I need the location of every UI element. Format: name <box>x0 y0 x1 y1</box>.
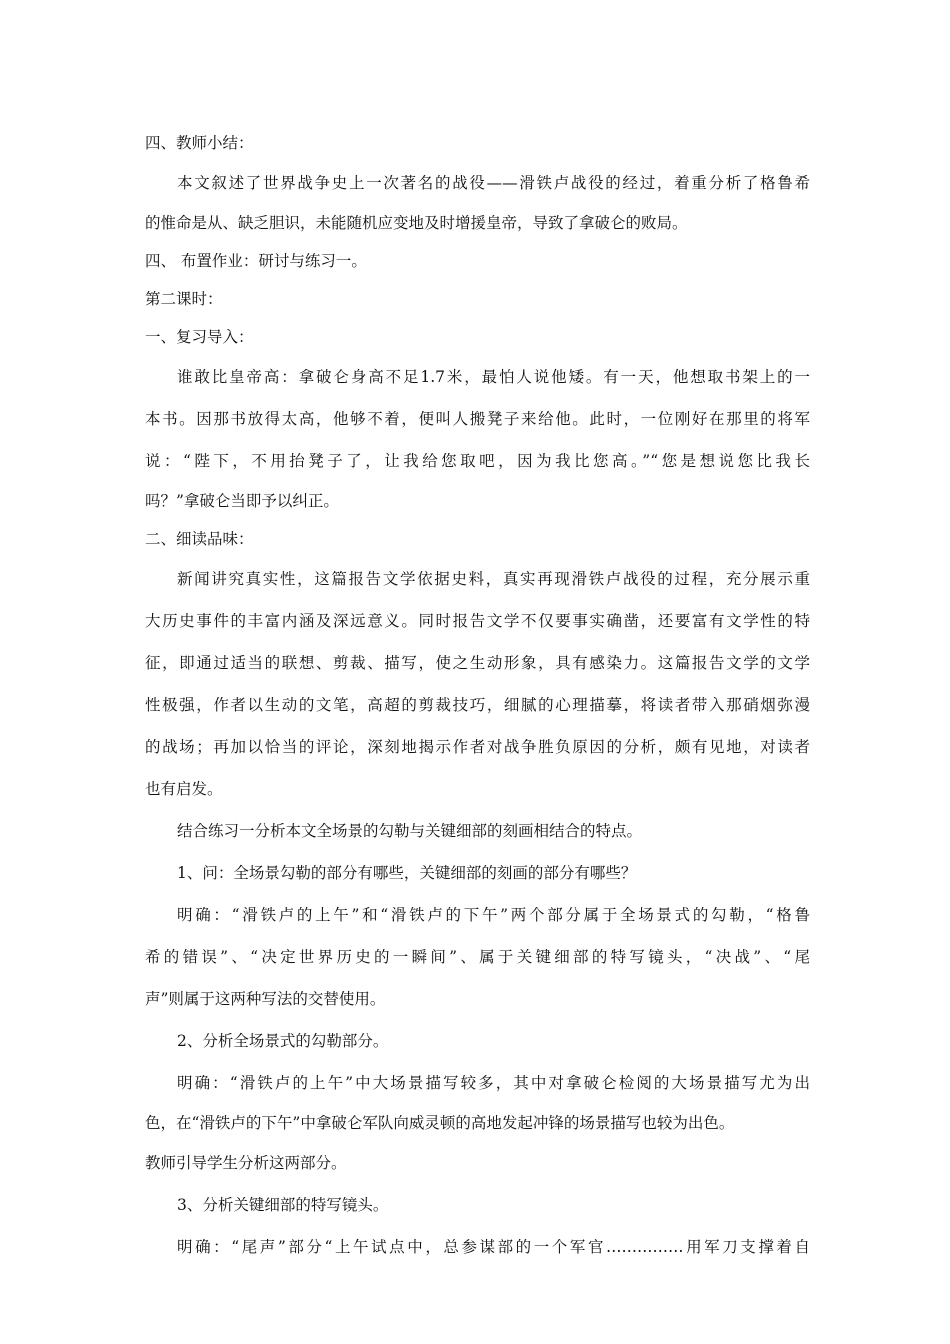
paragraph-line: 性极强，作者以生动的文笔，高超的剪裁技巧，细腻的心理描摹，将读者带入那硝烟弥漫 <box>145 696 810 714</box>
question-line: 3、分析关键细部的特写镜头。 <box>177 1196 389 1214</box>
paragraph-line: 的战场；再加以恰当的评论，深刻地揭示作者对战争胜负原因的分析，颇有见地，对读者 <box>145 738 810 756</box>
section-heading-close-reading: 二、细读品味： <box>145 530 254 548</box>
question-line: 1、问：全场景勾勒的部分有哪些，关键细部的刻画的部分有哪些？ <box>177 864 637 882</box>
paragraph-line: 征，即通过适当的联想、剪裁、描写，使之生动形象，具有感染力。这篇报告文学的文学 <box>145 654 810 672</box>
answer-line: 色，在“滑铁卢的下午”中拿破仑军队向威灵顿的高地发起冲锋的场景描写也较为出色。 <box>145 1114 735 1132</box>
paragraph-line: 也有启发。 <box>145 780 223 798</box>
section-heading-teacher-summary: 四、教师小结： <box>145 134 254 152</box>
section-heading-review: 一、复习导入： <box>145 328 254 346</box>
paragraph-line: 大历史事件的丰富内涵及深远意义。同时报告文学不仅要事实确凿，还要富有文学性的特 <box>145 612 810 630</box>
answer-line: 教师引导学生分析这两部分。 <box>145 1154 347 1172</box>
answer-line: 明确：“滑铁卢的上午”和“滑铁卢的下午”两个部分属于全场景式的勾勒，“格鲁 <box>177 906 810 924</box>
answer-line: 明确：“尾声”部分“上午试点中，总参谋部的一个军官……………用军刀支撑着自 <box>177 1238 810 1256</box>
paragraph-line: 谁敢比皇帝高：拿破仑身高不足1.7米，最怕人说他矮。有一天，他想取书架上的一 <box>177 368 810 386</box>
paragraph-line: 本文叙述了世界战争史上一次著名的战役——滑铁卢战役的经过，着重分析了格鲁希 <box>177 174 810 192</box>
paragraph-line: 的惟命是从、缺乏胆识，未能随机应变地及时增援皇帝，导致了拿破仑的败局。 <box>145 214 688 232</box>
answer-line: 明确：“滑铁卢的上午”中大场景描写较多，其中对拿破仑检阅的大场景描写尤为出 <box>177 1074 810 1092</box>
paragraph-line: 本书。因那书放得太高，他够不着，便叫人搬凳子来给他。此时，一位刚好在那里的将军 <box>145 410 810 428</box>
question-line: 2、分析全场景式的勾勒部分。 <box>177 1032 389 1050</box>
paragraph-line: 结合练习一分析本文全场景的勾勒与关键细部的刻画相结合的特点。 <box>177 822 643 840</box>
answer-line: 声”则属于这两种写法的交替使用。 <box>145 990 386 1008</box>
section-heading-homework: 四、 布置作业：研讨与练习一。 <box>145 252 367 270</box>
answer-line: 希的错误”、“决定世界历史的一瞬间”、属于关键细部的特写镜头，“决战”、“尾 <box>145 948 810 966</box>
section-heading-second-lesson: 第二课时： <box>145 290 223 308</box>
paragraph-line: 说：“陛下，不用抬凳子了，让我给您取吧，因为我比您高。”“您是想说您比我长 <box>145 452 810 470</box>
paragraph-line: 新闻讲究真实性，这篇报告文学依据史料，真实再现滑铁卢战役的过程，充分展示重 <box>177 570 810 588</box>
paragraph-line: 吗？”拿破仑当即予以纠正。 <box>145 492 339 510</box>
document-body <box>145 124 810 1268</box>
